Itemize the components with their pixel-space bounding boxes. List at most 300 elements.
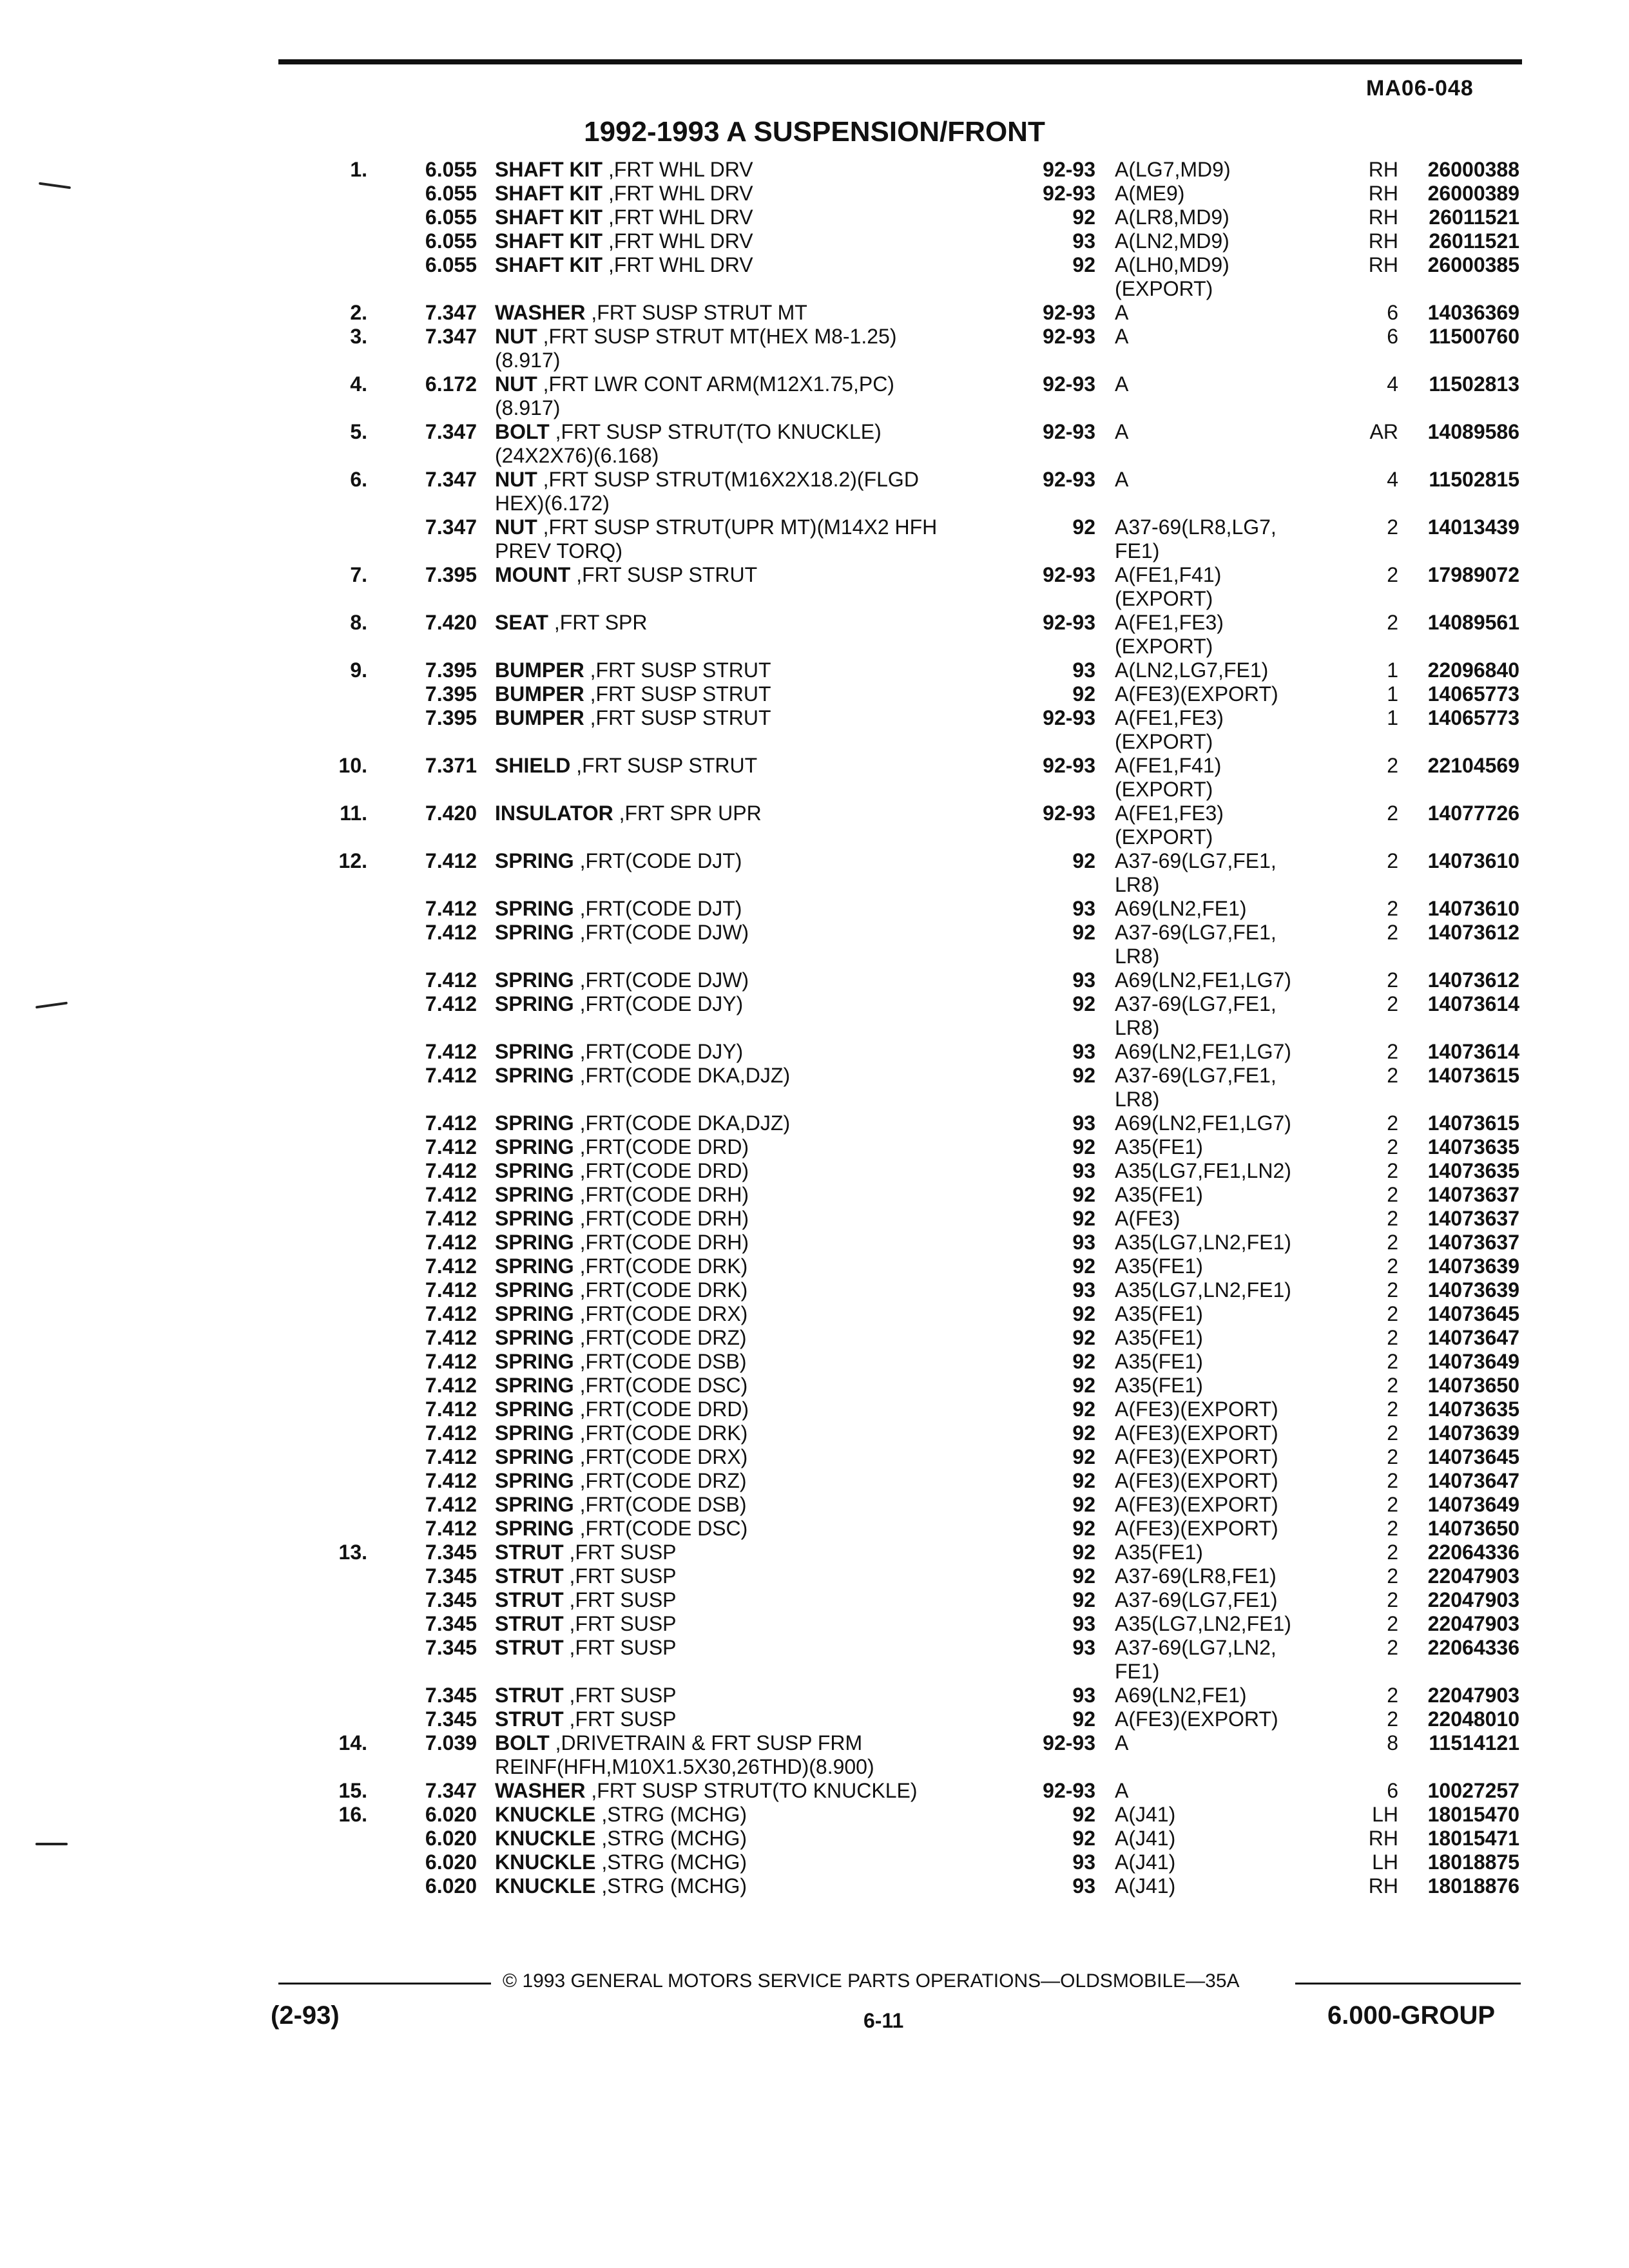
item-number: 6.: [350, 468, 367, 491]
part-number: 26000389: [1427, 182, 1519, 205]
part-number: 14073639: [1427, 1278, 1519, 1302]
usage: [1115, 658, 1334, 682]
part-name: SEAT: [495, 611, 548, 634]
table-row: [0, 182, 1629, 206]
quantity: 2: [1387, 1445, 1398, 1468]
part-description: [495, 802, 1010, 825]
quantity: 2: [1387, 515, 1398, 539]
part-description: [495, 1517, 1010, 1541]
usage-line: A37-69(LG7,FE1,: [1115, 921, 1277, 944]
usage: [1115, 682, 1334, 706]
table-row: [0, 1374, 1629, 1398]
usage: [1115, 968, 1334, 992]
table-row: [0, 611, 1629, 658]
years: 92: [1072, 1326, 1095, 1349]
quantity: 2: [1387, 1493, 1398, 1516]
usage-cont: FE1): [1115, 1660, 1160, 1683]
years: 92: [1072, 1254, 1095, 1278]
group-code: 7.347: [425, 325, 477, 348]
table-row: [0, 1517, 1629, 1541]
group-code: 7.345: [425, 1684, 477, 1707]
part-desc: ,FRT(CODE DRX): [579, 1302, 748, 1325]
years: 92: [1072, 1064, 1095, 1087]
quantity: RH: [1368, 229, 1398, 253]
part-desc: ,FRT SUSP STRUT MT(HEX M8-1.25): [543, 325, 897, 348]
part-name: SPRING: [495, 1278, 574, 1302]
part-name: BUMPER: [495, 658, 584, 682]
part-description: [495, 1707, 1010, 1731]
part-name: SPRING: [495, 1183, 574, 1206]
usage-line: A35(FE1): [1115, 1183, 1203, 1206]
part-number: 14073647: [1427, 1469, 1519, 1492]
part-desc: ,FRT SUSP STRUT: [576, 563, 758, 586]
part-desc: ,FRT(CODE DRD): [579, 1159, 749, 1182]
group-code: 7.412: [425, 921, 477, 944]
usage-cont: LR8): [1115, 945, 1160, 968]
table-row: [0, 1850, 1629, 1874]
usage-line: A35(FE1): [1115, 1254, 1203, 1278]
usage-line: A(LN2,MD9): [1115, 229, 1229, 253]
table-row: [0, 563, 1629, 611]
part-desc: ,FRT(CODE DRK): [579, 1278, 748, 1302]
table-row: [0, 515, 1629, 563]
group-code: 6.020: [425, 1827, 477, 1850]
usage-line: A(FE3)(EXPORT): [1115, 1398, 1278, 1421]
group-code: 7.412: [425, 1207, 477, 1230]
part-description: [495, 1040, 1010, 1064]
part-number: 18015471: [1427, 1827, 1519, 1850]
part-desc: ,FRT(CODE DSC): [579, 1374, 748, 1397]
usage-cont: (EXPORT): [1115, 277, 1213, 300]
table-row: [0, 1183, 1629, 1207]
quantity: RH: [1368, 158, 1398, 181]
years: 92: [1072, 849, 1095, 872]
usage-line: A(LR8,MD9): [1115, 206, 1229, 229]
years: 92: [1072, 1493, 1095, 1516]
table-row: [0, 420, 1629, 468]
usage: [1115, 229, 1334, 253]
part-desc: ,FRT SUSP: [569, 1564, 677, 1588]
usage: [1115, 1111, 1334, 1135]
part-description: [495, 515, 1010, 563]
part-desc: ,FRT(CODE DRX): [579, 1445, 748, 1468]
part-name: NUT: [495, 325, 537, 348]
group-code: 7.345: [425, 1564, 477, 1588]
quantity: 2: [1387, 1684, 1398, 1707]
group-code: 7.412: [425, 1064, 477, 1087]
usage-line: A(ME9): [1115, 182, 1185, 205]
quantity: RH: [1368, 182, 1398, 205]
quantity: 2: [1387, 563, 1398, 586]
part-desc: ,FRT SPR UPR: [619, 802, 762, 825]
quantity: 2: [1387, 897, 1398, 920]
part-name: NUT: [495, 468, 537, 491]
quantity: 2: [1387, 921, 1398, 944]
usage: [1115, 1827, 1334, 1850]
group-code: 7.412: [425, 1398, 477, 1421]
part-description: [495, 1278, 1010, 1302]
part-name: SPRING: [495, 1421, 574, 1445]
part-description: [495, 1254, 1010, 1278]
table-row: [0, 968, 1629, 992]
group-code: 7.412: [425, 1135, 477, 1158]
quantity: LH: [1372, 1803, 1398, 1826]
usage: [1115, 1278, 1334, 1302]
years: 92: [1072, 1350, 1095, 1373]
quantity: 2: [1387, 1707, 1398, 1731]
group-code: 6.020: [425, 1850, 477, 1874]
years: 92: [1072, 1135, 1095, 1158]
table-row: [0, 1636, 1629, 1684]
part-name: KNUCKLE: [495, 1827, 596, 1850]
part-name: SHAFT KIT: [495, 253, 603, 276]
part-number: 14073637: [1427, 1231, 1519, 1254]
usage: [1115, 849, 1334, 897]
years: 93: [1072, 1278, 1095, 1302]
usage-line: A35(LG7,LN2,FE1): [1115, 1278, 1291, 1302]
part-desc: ,FRT SUSP: [569, 1612, 677, 1635]
part-name: SHAFT KIT: [495, 158, 603, 181]
part-desc-cont: (24X2X76)(6.168): [495, 444, 659, 467]
part-name: WASHER: [495, 1779, 586, 1802]
part-number: 22096840: [1427, 658, 1519, 682]
part-description: [495, 1326, 1010, 1350]
part-description: [495, 1111, 1010, 1135]
years: 92-93: [1043, 158, 1095, 181]
part-name: SPRING: [495, 1517, 574, 1540]
usage-line: A35(FE1): [1115, 1350, 1203, 1373]
part-description: [495, 1779, 1010, 1803]
part-desc: ,FRT(CODE DRH): [579, 1183, 749, 1206]
part-description: [495, 1731, 1010, 1779]
parts-table: [0, 158, 1629, 1898]
part-description: [495, 325, 1010, 372]
part-desc: ,STRG (MCHG): [601, 1874, 747, 1898]
table-row: [0, 1779, 1629, 1803]
years: 92: [1072, 206, 1095, 229]
usage: [1115, 1183, 1334, 1207]
group-code: 7.395: [425, 706, 477, 729]
part-name: KNUCKLE: [495, 1803, 596, 1826]
usage-line: A37-69(LR8,FE1): [1115, 1564, 1277, 1588]
usage-line: A(FE1,FE3): [1115, 706, 1224, 729]
part-number: 14073614: [1427, 992, 1519, 1015]
header-rule: [278, 59, 1522, 64]
usage-line: A35(FE1): [1115, 1302, 1203, 1325]
part-desc: ,FRT(CODE DSC): [579, 1517, 748, 1540]
table-row: [0, 301, 1629, 325]
item-number: 8.: [350, 611, 367, 634]
quantity: 2: [1387, 1111, 1398, 1135]
table-row: [0, 992, 1629, 1040]
part-number: 18018876: [1427, 1874, 1519, 1898]
part-number: 26011521: [1429, 229, 1519, 253]
usage-cont: (EXPORT): [1115, 730, 1213, 753]
part-desc: ,FRT(CODE DJW): [579, 968, 749, 992]
group-code: 7.412: [425, 1374, 477, 1397]
usage: [1115, 420, 1334, 444]
part-name: STRUT: [495, 1564, 564, 1588]
quantity: 4: [1387, 468, 1398, 491]
part-name: SPRING: [495, 1254, 574, 1278]
part-number: 26000388: [1427, 158, 1519, 181]
part-name: SPRING: [495, 1231, 574, 1254]
part-desc: ,FRT SUSP STRUT(TO KNUCKLE): [555, 420, 882, 443]
usage: [1115, 897, 1334, 921]
years: 92-93: [1043, 754, 1095, 777]
part-number: 14073612: [1427, 968, 1519, 992]
quantity: 2: [1387, 1278, 1398, 1302]
part-number: 14089561: [1427, 611, 1519, 634]
item-number: 10.: [338, 754, 367, 777]
quantity: 1: [1387, 658, 1398, 682]
group-code: 7.412: [425, 1278, 477, 1302]
group-code: 7.371: [425, 754, 477, 777]
part-name: NUT: [495, 515, 537, 539]
usage-line: A(LG7,MD9): [1115, 158, 1231, 181]
table-row: [0, 1588, 1629, 1612]
usage: [1115, 1469, 1334, 1493]
part-name: WASHER: [495, 301, 586, 324]
table-row: [0, 1445, 1629, 1469]
part-name: SPRING: [495, 1159, 574, 1182]
quantity: 2: [1387, 1398, 1398, 1421]
part-name: INSULATOR: [495, 802, 613, 825]
group-code: 6.055: [425, 182, 477, 205]
part-number: 14073612: [1427, 921, 1519, 944]
table-row: [0, 1803, 1629, 1827]
part-desc: ,FRT(CODE DRH): [579, 1207, 749, 1230]
part-description: [495, 1827, 1010, 1850]
years: 93: [1072, 1684, 1095, 1707]
years: 92: [1072, 1207, 1095, 1230]
group-code: 7.412: [425, 1231, 477, 1254]
table-row: [0, 682, 1629, 706]
usage-line: A(FE1,FE3): [1115, 611, 1224, 634]
part-number: 22048010: [1427, 1707, 1519, 1731]
years: 92: [1072, 1469, 1095, 1492]
part-desc: ,FRT LWR CONT ARM(M12X1.75,PC): [543, 372, 894, 396]
part-name: KNUCKLE: [495, 1874, 596, 1898]
part-description: [495, 182, 1010, 206]
table-row: [0, 1111, 1629, 1135]
item-number: 15.: [338, 1779, 367, 1802]
quantity: 8: [1387, 1731, 1398, 1754]
page-number: 6-11: [863, 2009, 904, 2032]
table-row: [0, 1827, 1629, 1850]
quantity: AR: [1369, 420, 1398, 443]
part-desc: ,FRT SUSP STRUT MT: [591, 301, 807, 324]
quantity: RH: [1368, 1874, 1398, 1898]
part-desc: ,FRT SUSP STRUT(TO KNUCKLE): [591, 1779, 918, 1802]
item-number: 7.: [350, 563, 367, 586]
part-number: 26000385: [1427, 253, 1519, 276]
years: 92: [1072, 1421, 1095, 1445]
usage: [1115, 1517, 1334, 1541]
part-desc: ,FRT(CODE DRD): [579, 1135, 749, 1158]
part-name: BOLT: [495, 1731, 550, 1754]
part-desc: ,FRT(CODE DRD): [579, 1398, 749, 1421]
quantity: LH: [1372, 1850, 1398, 1874]
part-description: [495, 1445, 1010, 1469]
group-code: 7.039: [425, 1731, 477, 1754]
part-desc: ,FRT SUSP: [569, 1636, 677, 1659]
group-code: 7.347: [425, 1779, 477, 1802]
part-description: [495, 968, 1010, 992]
usage-line: A37-69(LR8,LG7,: [1115, 515, 1277, 539]
part-name: STRUT: [495, 1707, 564, 1731]
part-name: SPRING: [495, 1326, 574, 1349]
quantity: 2: [1387, 1469, 1398, 1492]
usage-line: A: [1115, 301, 1129, 324]
item-number: 4.: [350, 372, 367, 396]
group-code: 7.345: [425, 1636, 477, 1659]
part-desc: ,FRT SUSP STRUT: [590, 706, 771, 729]
table-row: [0, 206, 1629, 229]
quantity: 6: [1387, 1779, 1398, 1802]
usage: [1115, 1398, 1334, 1421]
table-row: [0, 1541, 1629, 1564]
group-code: 6.172: [425, 372, 477, 396]
years: 92: [1072, 1541, 1095, 1564]
group-code: 7.345: [425, 1588, 477, 1611]
part-description: [495, 611, 1010, 635]
part-desc: ,FRT WHL DRV: [608, 253, 753, 276]
part-number: 14073645: [1427, 1445, 1519, 1468]
group-code: 6.055: [425, 158, 477, 181]
usage-line: A: [1115, 420, 1129, 443]
group-code: 7.412: [425, 1445, 477, 1468]
group-code: 7.412: [425, 992, 477, 1015]
table-row: [0, 253, 1629, 301]
group-code: 7.395: [425, 563, 477, 586]
usage-line: A69(LN2,FE1,LG7): [1115, 1111, 1291, 1135]
part-description: [495, 706, 1010, 730]
part-desc-cont: HEX)(6.172): [495, 492, 610, 515]
item-number: 2.: [350, 301, 367, 324]
usage: [1115, 1850, 1334, 1874]
part-desc-cont: PREV TORQ): [495, 539, 622, 562]
group-code: 7.347: [425, 301, 477, 324]
part-desc: ,FRT WHL DRV: [608, 229, 753, 253]
usage-line: A: [1115, 372, 1129, 396]
part-number: 22047903: [1427, 1564, 1519, 1588]
part-description: [495, 897, 1010, 921]
usage: [1115, 1588, 1334, 1612]
usage: [1115, 1493, 1334, 1517]
usage-line: A(FE1,FE3): [1115, 802, 1224, 825]
years: 93: [1072, 1874, 1095, 1898]
part-desc: ,FRT(CODE DRK): [579, 1254, 748, 1278]
part-desc: ,FRT SPR: [554, 611, 648, 634]
part-number: 11502815: [1429, 468, 1519, 491]
part-name: STRUT: [495, 1588, 564, 1611]
usage: [1115, 1684, 1334, 1707]
quantity: 4: [1387, 372, 1398, 396]
item-number: 16.: [338, 1803, 367, 1826]
years: 92-93: [1043, 182, 1095, 205]
item-number: 11.: [340, 802, 367, 825]
item-number: 9.: [350, 658, 367, 682]
group-code: 7.412: [425, 1254, 477, 1278]
part-number: 22104569: [1427, 754, 1519, 777]
part-description: [495, 158, 1010, 182]
part-number: 14073650: [1427, 1517, 1519, 1540]
part-name: SPRING: [495, 1064, 574, 1087]
part-name: BOLT: [495, 420, 550, 443]
years: 92-93: [1043, 563, 1095, 586]
part-desc: ,FRT(CODE DRZ): [579, 1326, 747, 1349]
years: 93: [1072, 1850, 1095, 1874]
years: 93: [1072, 1111, 1095, 1135]
table-row: [0, 849, 1629, 897]
usage: [1115, 206, 1334, 229]
years: 92-93: [1043, 802, 1095, 825]
usage: [1115, 1350, 1334, 1374]
usage-line: A(J41): [1115, 1874, 1176, 1898]
usage: [1115, 1874, 1334, 1898]
table-row: [0, 754, 1629, 802]
usage-cont: (EXPORT): [1115, 587, 1213, 610]
years: 93: [1072, 1612, 1095, 1635]
quantity: 2: [1387, 1588, 1398, 1611]
usage: [1115, 1731, 1334, 1755]
years: 92-93: [1043, 611, 1095, 634]
part-number: 11502813: [1429, 372, 1519, 396]
part-desc: ,FRT SUSP: [569, 1588, 677, 1611]
usage: [1115, 1612, 1334, 1636]
years: 92: [1072, 1517, 1095, 1540]
usage: [1115, 1374, 1334, 1398]
quantity: 2: [1387, 992, 1398, 1015]
part-number: 22047903: [1427, 1612, 1519, 1635]
page-title: 1992-1993 A SUSPENSION/FRONT: [584, 116, 1045, 148]
part-number: 14073639: [1427, 1421, 1519, 1445]
usage: [1115, 515, 1334, 563]
group-code: 6.055: [425, 253, 477, 276]
group-code: 7.345: [425, 1707, 477, 1731]
years: 92: [1072, 921, 1095, 944]
usage: [1115, 1254, 1334, 1278]
part-number: 14073614: [1427, 1040, 1519, 1063]
table-row: [0, 1398, 1629, 1421]
usage: [1115, 468, 1334, 492]
part-desc: ,FRT(CODE DRH): [579, 1231, 749, 1254]
quantity: 2: [1387, 1064, 1398, 1087]
usage: [1115, 158, 1334, 182]
part-description: [495, 1684, 1010, 1707]
group-code: 7.345: [425, 1541, 477, 1564]
part-name: STRUT: [495, 1684, 564, 1707]
part-name: SHIELD: [495, 754, 571, 777]
item-number: 13.: [338, 1541, 367, 1564]
part-number: 14065773: [1427, 706, 1519, 729]
quantity: RH: [1368, 206, 1398, 229]
part-name: SPRING: [495, 921, 574, 944]
quantity: 2: [1387, 1636, 1398, 1659]
part-desc: ,FRT(CODE DJY): [579, 1040, 744, 1063]
part-name: SPRING: [495, 1302, 574, 1325]
part-number: 14073645: [1427, 1302, 1519, 1325]
table-row: [0, 1731, 1629, 1779]
usage-cont: LR8): [1115, 1088, 1160, 1111]
years: 93: [1072, 968, 1095, 992]
part-number: 14073635: [1427, 1398, 1519, 1421]
part-desc: ,FRT(CODE DJW): [579, 921, 749, 944]
usage-line: A(FE3)(EXPORT): [1115, 1421, 1278, 1445]
part-description: [495, 372, 1010, 420]
usage: [1115, 1302, 1334, 1326]
